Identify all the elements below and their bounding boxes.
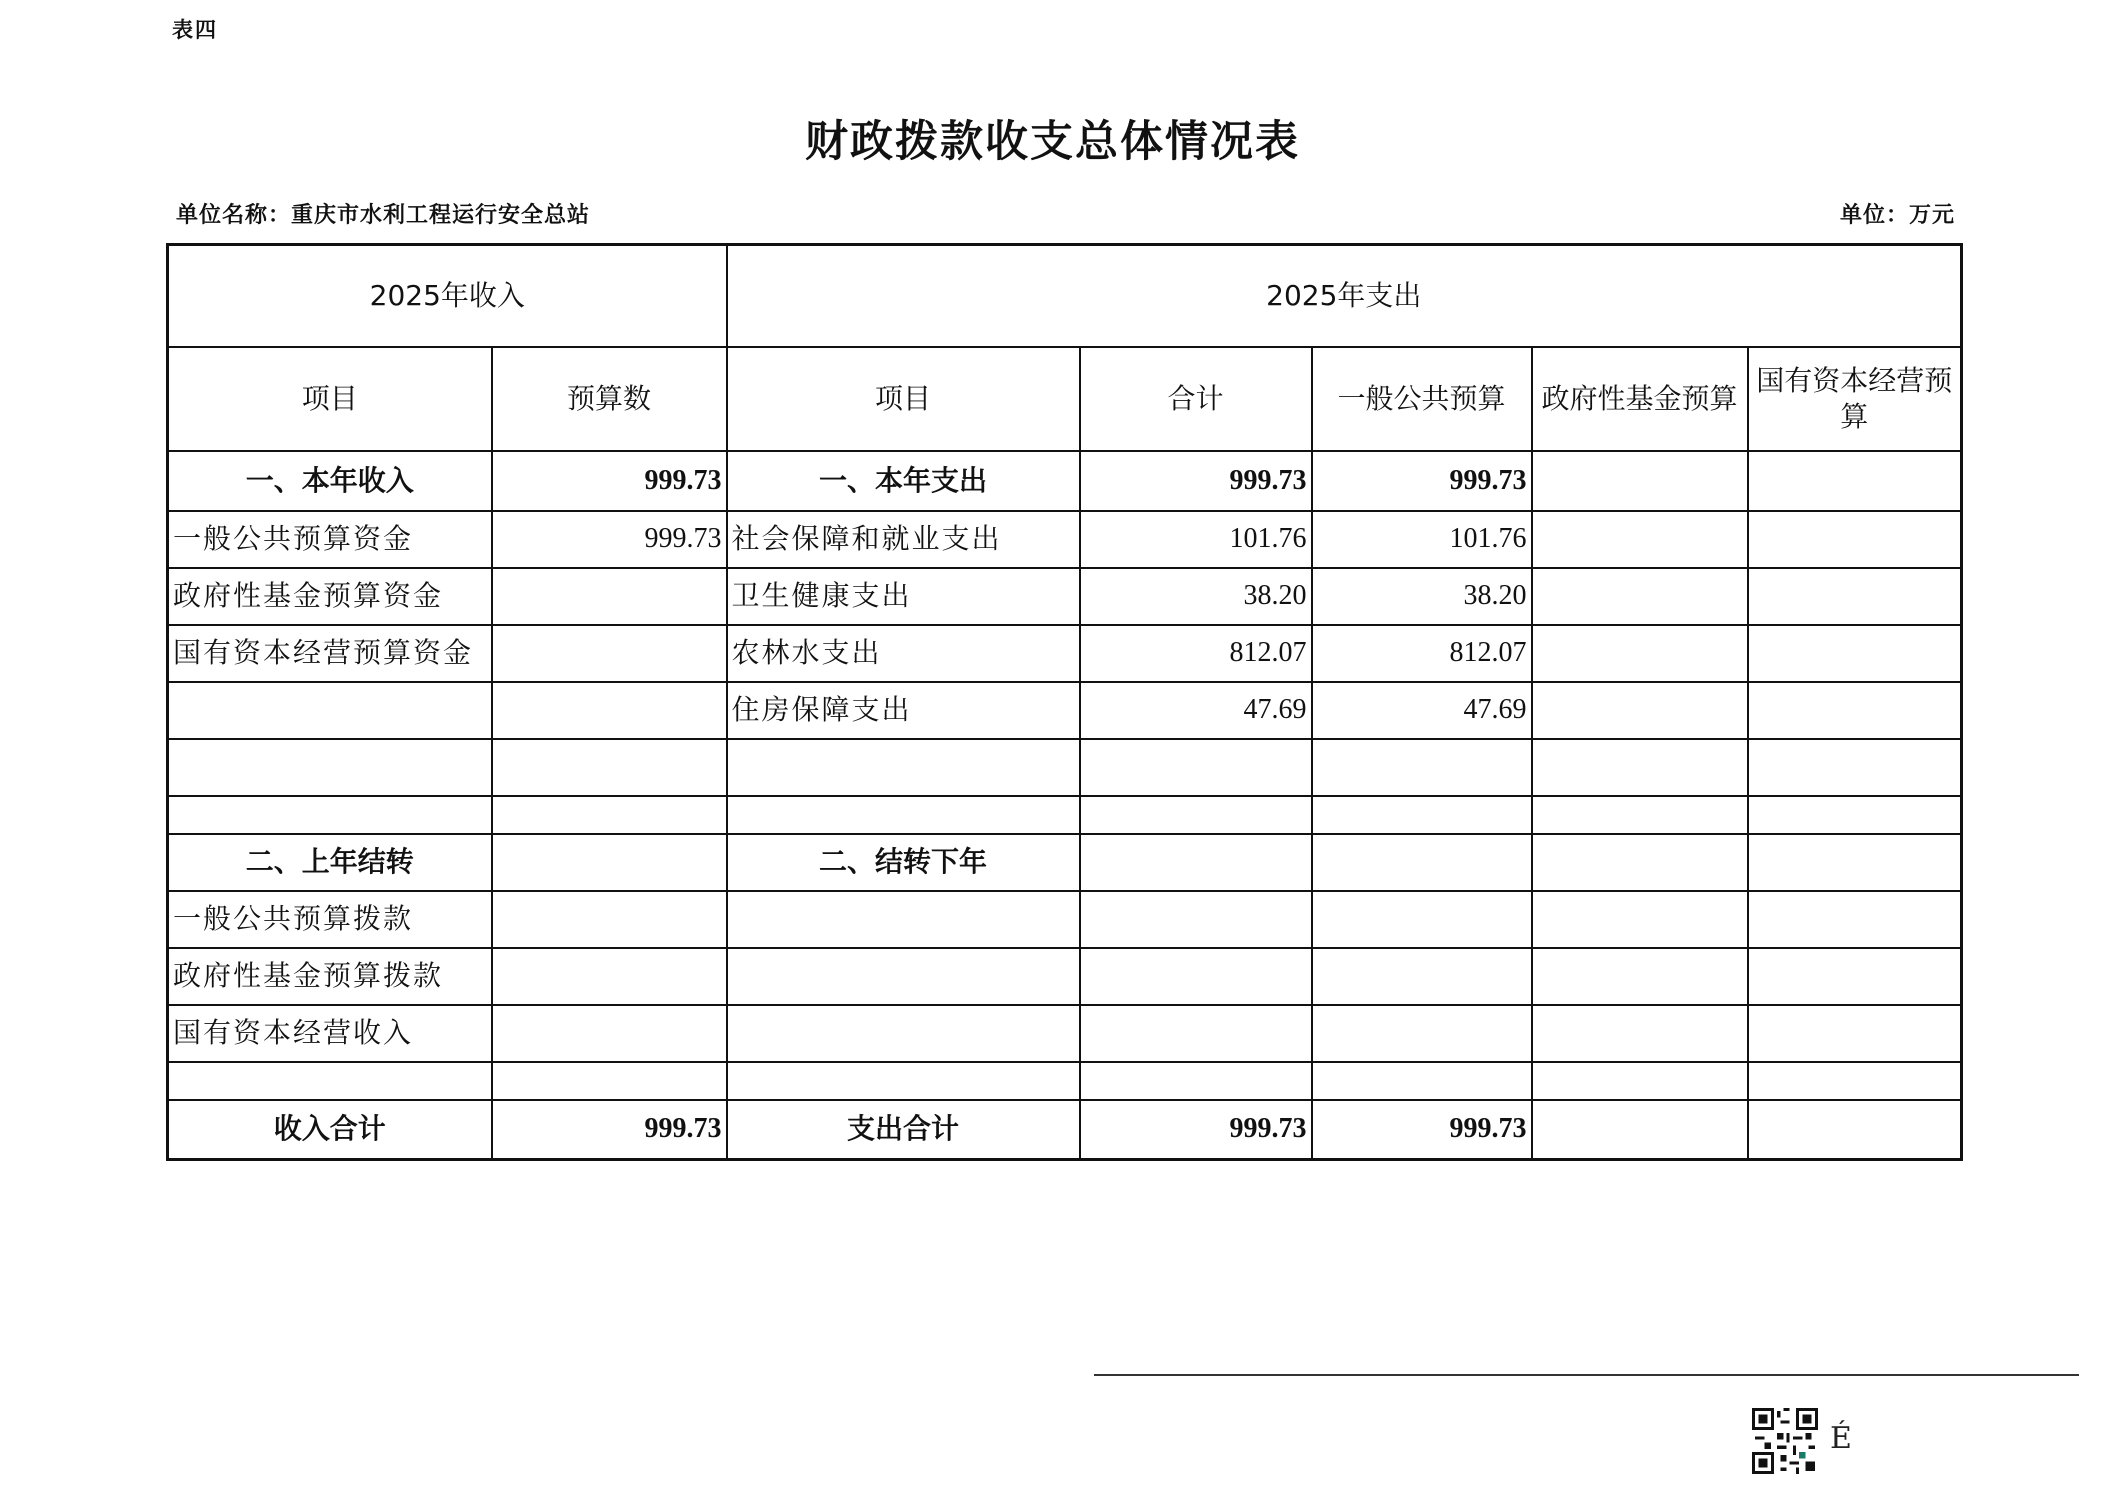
gov-fund-cell bbox=[1532, 948, 1748, 1005]
gov-fund-total-value bbox=[1532, 1100, 1748, 1160]
table-row bbox=[168, 682, 1962, 739]
income-budget-cell bbox=[492, 1005, 727, 1062]
col-general-public-budget: 一般公共预算 bbox=[1312, 347, 1532, 451]
table-row bbox=[168, 1005, 1962, 1062]
general-public-cell bbox=[1312, 891, 1532, 948]
income-budget-cell bbox=[492, 1062, 727, 1100]
general-public-cell: 812.07 bbox=[1312, 625, 1532, 682]
state-capital-cell bbox=[1748, 511, 1962, 568]
income-budget-cell bbox=[492, 891, 727, 948]
income-budget-cell bbox=[492, 739, 727, 796]
income-item-cell: 一、本年收入 bbox=[168, 451, 492, 511]
document-title: 财政拨款收支总体情况表 bbox=[805, 117, 1300, 167]
total-cell: 812.07 bbox=[1080, 625, 1312, 682]
income-item-cell: 国有资本经营预算资金 bbox=[168, 625, 492, 682]
total-cell: 38.20 bbox=[1080, 568, 1312, 625]
state-capital-cell bbox=[1748, 451, 1962, 511]
expense-item-cell bbox=[727, 1062, 1080, 1100]
state-capital-cell bbox=[1748, 625, 1962, 682]
income-item-cell: 政府性基金预算拨款 bbox=[168, 948, 492, 1005]
qr-code-icon bbox=[1752, 1408, 1818, 1474]
income-item-cell bbox=[168, 796, 492, 834]
table-number-label: 表四 bbox=[172, 17, 218, 42]
budget-table bbox=[166, 243, 1963, 1161]
gov-fund-cell bbox=[1532, 625, 1748, 682]
total-cell bbox=[1080, 796, 1312, 834]
income-budget-cell bbox=[492, 568, 727, 625]
expense-total-value: 999.73 bbox=[1080, 1100, 1312, 1160]
income-section-header: 2025年收入 bbox=[168, 245, 727, 348]
state-capital-cell bbox=[1748, 739, 1962, 796]
general-public-cell bbox=[1312, 948, 1532, 1005]
col-income-item: 项目 bbox=[168, 347, 492, 451]
income-budget-cell: 999.73 bbox=[492, 511, 727, 568]
gov-fund-cell bbox=[1532, 796, 1748, 834]
total-cell bbox=[1080, 739, 1312, 796]
general-public-cell bbox=[1312, 739, 1532, 796]
qr-mark: É bbox=[1830, 1421, 1852, 1456]
general-public-cell bbox=[1312, 1005, 1532, 1062]
expense-item-cell: 农林水支出 bbox=[727, 625, 1080, 682]
expense-item-cell bbox=[727, 948, 1080, 1005]
income-budget-cell bbox=[492, 796, 727, 834]
total-cell: 47.69 bbox=[1080, 682, 1312, 739]
expense-total-label: 支出合计 bbox=[727, 1100, 1080, 1160]
table-row bbox=[168, 948, 1962, 1005]
general-public-cell: 47.69 bbox=[1312, 682, 1532, 739]
expense-item-cell: 住房保障支出 bbox=[727, 682, 1080, 739]
income-item-cell bbox=[168, 682, 492, 739]
general-public-cell bbox=[1312, 834, 1532, 891]
gov-fund-cell bbox=[1532, 451, 1748, 511]
table-row bbox=[168, 625, 1962, 682]
general-public-total-value: 999.73 bbox=[1312, 1100, 1532, 1160]
general-public-cell: 38.20 bbox=[1312, 568, 1532, 625]
income-item-cell: 二、上年结转 bbox=[168, 834, 492, 891]
signature-line bbox=[1094, 1374, 2079, 1376]
gov-fund-cell bbox=[1532, 511, 1748, 568]
income-item-cell: 国有资本经营收入 bbox=[168, 1005, 492, 1062]
income-budget-cell bbox=[492, 625, 727, 682]
currency-unit: 单位：万元 bbox=[1839, 202, 1955, 228]
table-row bbox=[168, 739, 1962, 796]
table-row bbox=[168, 511, 1962, 568]
total-cell: 999.73 bbox=[1080, 451, 1312, 511]
income-budget-cell bbox=[492, 834, 727, 891]
income-item-cell bbox=[168, 1062, 492, 1100]
income-budget-cell bbox=[492, 948, 727, 1005]
expense-item-cell bbox=[727, 796, 1080, 834]
income-item-cell: 一般公共预算资金 bbox=[168, 511, 492, 568]
state-capital-cell bbox=[1748, 834, 1962, 891]
gov-fund-cell bbox=[1532, 568, 1748, 625]
table-row bbox=[168, 834, 1962, 891]
totals-row bbox=[168, 1100, 1962, 1160]
state-capital-cell bbox=[1748, 1005, 1962, 1062]
total-cell bbox=[1080, 891, 1312, 948]
col-expense-item: 项目 bbox=[727, 347, 1080, 451]
gov-fund-cell bbox=[1532, 739, 1748, 796]
expense-section-header: 2025年支出 bbox=[727, 245, 1962, 348]
total-cell bbox=[1080, 948, 1312, 1005]
table-row bbox=[168, 1062, 1962, 1100]
income-total-value: 999.73 bbox=[492, 1100, 727, 1160]
column-header-row bbox=[168, 347, 1962, 451]
income-item-cell: 一般公共预算拨款 bbox=[168, 891, 492, 948]
general-public-cell bbox=[1312, 796, 1532, 834]
col-state-capital-budget: 国有资本经营预算 bbox=[1748, 347, 1962, 451]
gov-fund-cell bbox=[1532, 834, 1748, 891]
expense-item-cell bbox=[727, 739, 1080, 796]
expense-item-cell: 一、本年支出 bbox=[727, 451, 1080, 511]
expense-item-cell bbox=[727, 1005, 1080, 1062]
col-income-budget: 预算数 bbox=[492, 347, 727, 451]
gov-fund-cell bbox=[1532, 1005, 1748, 1062]
total-cell bbox=[1080, 1062, 1312, 1100]
income-total-label: 收入合计 bbox=[168, 1100, 492, 1160]
col-total: 合计 bbox=[1080, 347, 1312, 451]
income-item-cell bbox=[168, 739, 492, 796]
state-capital-cell bbox=[1748, 568, 1962, 625]
gov-fund-cell bbox=[1532, 682, 1748, 739]
state-capital-cell bbox=[1748, 891, 1962, 948]
state-capital-cell bbox=[1748, 948, 1962, 1005]
col-gov-fund-budget: 政府性基金预算 bbox=[1532, 347, 1748, 451]
income-budget-cell bbox=[492, 682, 727, 739]
total-cell bbox=[1080, 834, 1312, 891]
state-capital-cell bbox=[1748, 1062, 1962, 1100]
income-budget-cell: 999.73 bbox=[492, 451, 727, 511]
total-cell bbox=[1080, 1005, 1312, 1062]
general-public-cell: 101.76 bbox=[1312, 511, 1532, 568]
state-capital-cell bbox=[1748, 796, 1962, 834]
general-public-cell: 999.73 bbox=[1312, 451, 1532, 511]
expense-item-cell: 卫生健康支出 bbox=[727, 568, 1080, 625]
gov-fund-cell bbox=[1532, 891, 1748, 948]
table-row bbox=[168, 891, 1962, 948]
expense-item-cell: 二、结转下年 bbox=[727, 834, 1080, 891]
table-row bbox=[168, 451, 1962, 511]
section-header-row bbox=[168, 245, 1962, 348]
unit-name: 单位名称：重庆市水利工程运行安全总站 bbox=[176, 202, 591, 228]
income-item-cell: 政府性基金预算资金 bbox=[168, 568, 492, 625]
state-capital-total-value bbox=[1748, 1100, 1962, 1160]
table-row bbox=[168, 568, 1962, 625]
state-capital-cell bbox=[1748, 682, 1962, 739]
expense-item-cell bbox=[727, 891, 1080, 948]
total-cell: 101.76 bbox=[1080, 511, 1312, 568]
general-public-cell bbox=[1312, 1062, 1532, 1100]
table-row bbox=[168, 796, 1962, 834]
gov-fund-cell bbox=[1532, 1062, 1748, 1100]
expense-item-cell: 社会保障和就业支出 bbox=[727, 511, 1080, 568]
